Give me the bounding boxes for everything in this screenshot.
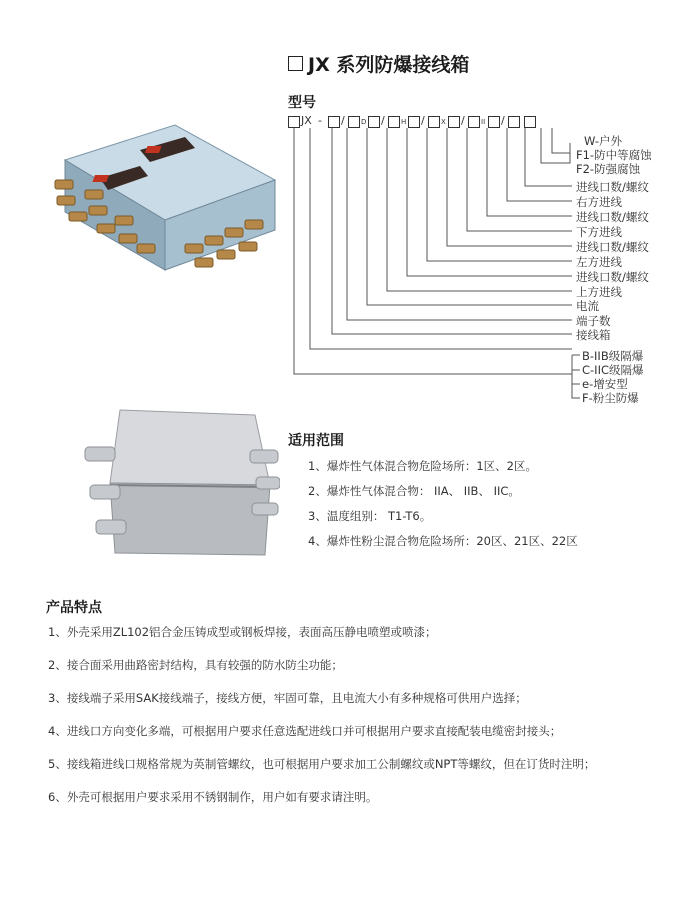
label-current: 电流 (576, 299, 599, 313)
label-bottom-count: 进线口数/螺纹 (576, 210, 649, 224)
scope-item: 1、爆炸性气体混合物危险场所：1区、2区。 (308, 459, 537, 473)
label-f2: F2-防强腐蚀 (576, 162, 641, 176)
label-dust: F-粉尘防爆 (582, 391, 639, 405)
label-f1: F1-防中等腐蚀 (576, 148, 652, 162)
scope-item: 2、爆炸性气体混合物： IIA、 IIB、 IIC。 (308, 484, 520, 498)
feature-item: 1、外壳采用ZL102铝合金压铸成型或钢板焊接，表面高压静电喷塑或喷漆； (48, 625, 437, 639)
title-text: JX 系列防爆接线箱 (308, 54, 470, 76)
feature-item: 5、接线箱进线口规格常规为英制管螺纹，也可根据用户要求加工公制螺纹或NPT等螺纹，但在订货时注明； (48, 757, 596, 771)
features-heading: 产品特点 (46, 600, 102, 616)
label-terminals: 端子数 (576, 314, 611, 328)
scope-item: 4、爆炸性粉尘混合物危险场所：20区、21区、22区 (308, 534, 578, 548)
label-top-count: 进线口数/螺纹 (576, 270, 649, 284)
model-code: JX - / D / H / X / II / (288, 114, 588, 130)
label-left-count: 进线口数/螺纹 (576, 240, 649, 254)
label-outdoor: W-户外 (584, 134, 623, 148)
label-right-count: 进线口数/螺纹 (576, 180, 649, 194)
feature-item: 4、进线口方向变化多端，可根据用户要求任意选配进线口并可根据用户要求直接配装电缆密封接头； (48, 724, 562, 738)
scope-item: 3、温度组别： T1-T6。 (308, 509, 432, 523)
scope-list (308, 458, 578, 558)
model-heading: 型号 (288, 95, 316, 111)
scope-heading: 适用范围 (288, 433, 344, 449)
label-right-entry: 右方进线 (576, 195, 622, 209)
code-dash: - (318, 114, 322, 127)
label-left-entry: 左方进线 (576, 255, 622, 269)
label-increased-safety: e-增安型 (582, 377, 628, 391)
feature-item: 6、外壳可根据用户要求采用不锈钢制作，用户如有要求请注明。 (48, 790, 378, 804)
label-junction-box: 接线箱 (576, 328, 611, 342)
label-bottom-entry: 下方进线 (576, 225, 622, 239)
label-iib: B-IIB级隔爆 (582, 349, 644, 363)
label-iic: C-IIC级隔爆 (582, 363, 644, 377)
code-x: X (441, 118, 446, 126)
features-list (48, 624, 595, 822)
label-top-entry: 上方进线 (576, 285, 622, 299)
code-ii: II (481, 118, 486, 126)
feature-item: 3、接线端子采用SAK接线端子，接线方便，牢固可靠，且电流大小有多种规格可供用户选择； (48, 691, 527, 705)
feature-item: 2、接合面采用曲路密封结构，具有较强的防水防尘功能； (48, 658, 343, 672)
code-h: H (401, 118, 407, 126)
code-prefix: JX (301, 114, 312, 127)
code-d: D (361, 118, 367, 126)
